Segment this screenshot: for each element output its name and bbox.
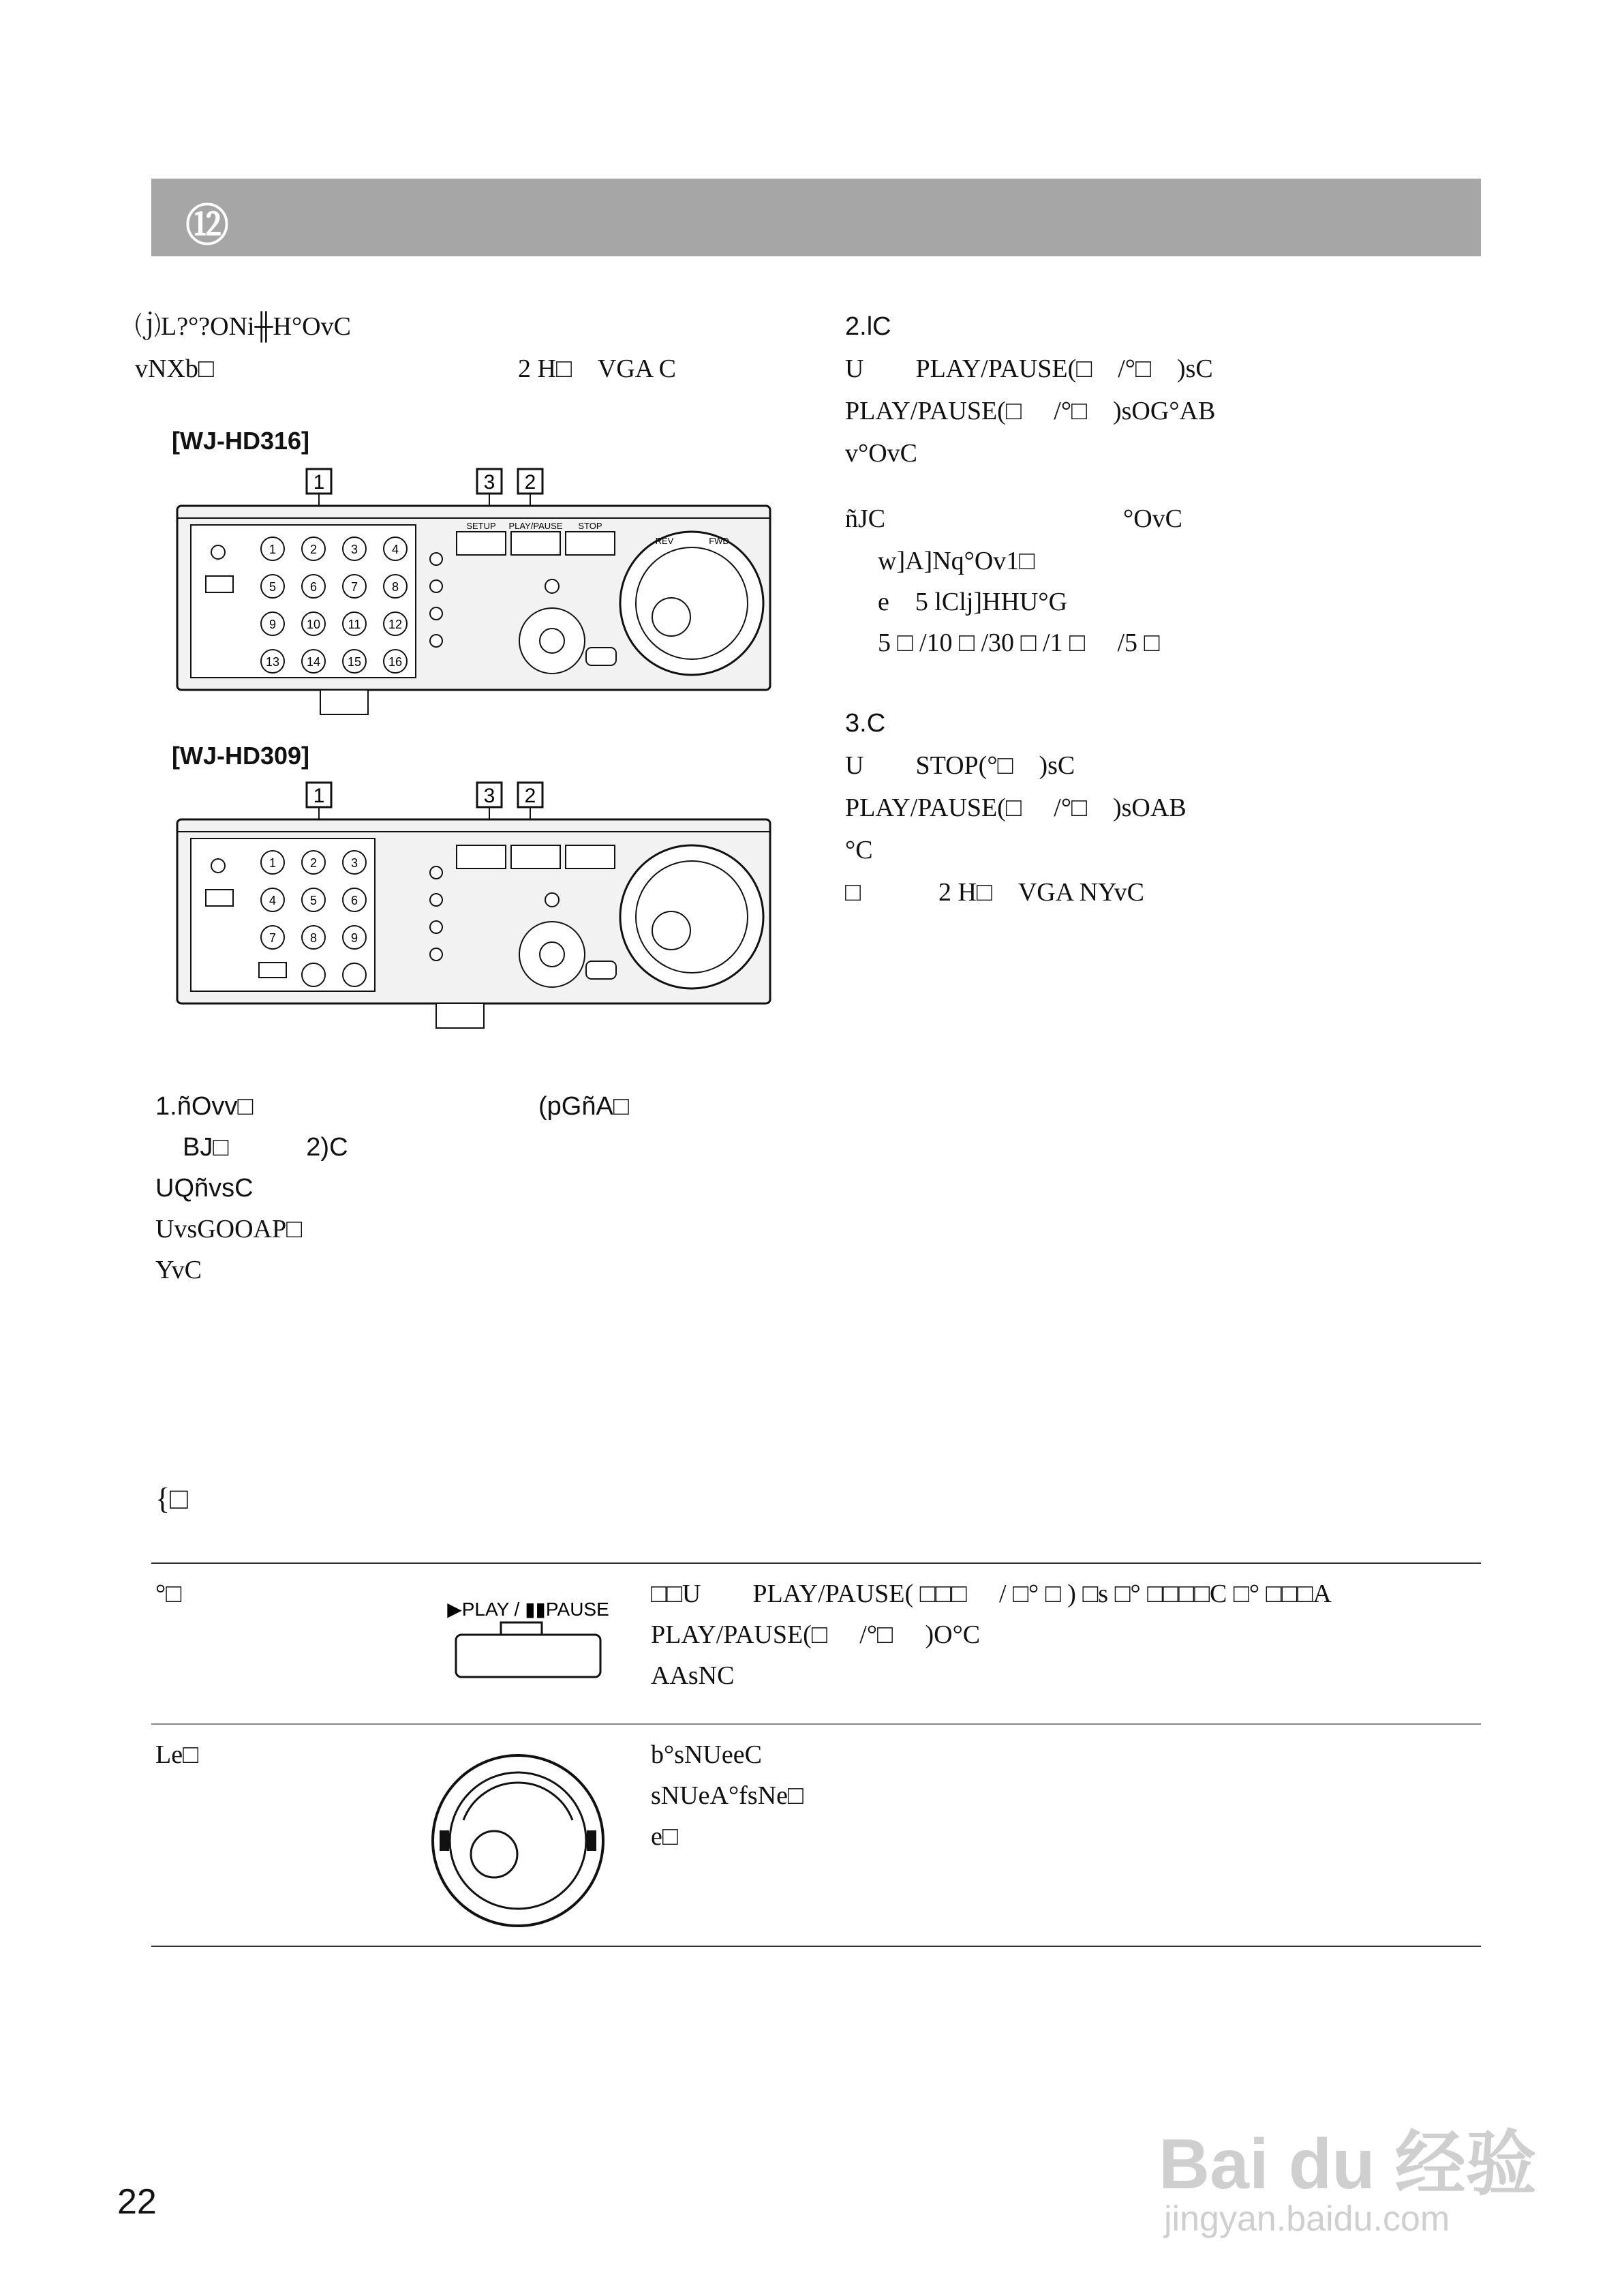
step2-note-title-right: °OvC: [1123, 504, 1182, 533]
camera-button: [261, 575, 284, 598]
indicator-led: [430, 866, 442, 879]
direction-pad-center: [540, 942, 564, 967]
camera-button: [261, 537, 284, 560]
camera-button: [384, 575, 407, 598]
jog-knob: [471, 1831, 517, 1877]
indicator-led: [430, 948, 442, 961]
svg-text:9: 9: [269, 618, 277, 631]
camera-button: [302, 537, 325, 560]
step1-heading: 1.ñOvv□: [155, 1092, 254, 1121]
svg-text:13: 13: [265, 655, 280, 669]
set-button: [586, 648, 616, 665]
section-header-bar: [151, 179, 1481, 256]
step1-line-2: BJ□ 2)C: [183, 1133, 348, 1162]
front-panel-hd309: [170, 777, 777, 1050]
intro-line-2: vNXb□: [135, 354, 214, 383]
setup-button: [457, 845, 506, 868]
svg-text:8: 8: [309, 931, 318, 945]
jog-shuttle-illustration: [423, 1745, 613, 1929]
camera-button: [261, 888, 284, 911]
direction-pad-center: [540, 629, 564, 653]
camera-button: [384, 612, 407, 635]
camera-button: [302, 612, 325, 635]
indicator-led: [430, 635, 442, 647]
step2-note-2: e 5 lClj]HHU°G: [878, 588, 1068, 616]
copy-button: [206, 890, 233, 906]
step3-line-1: U STOP(°□ )sC: [845, 751, 1075, 780]
svg-text:15: 15: [347, 655, 362, 669]
play-label: PLAY/PAUSE: [508, 521, 563, 531]
panel-foot: [320, 690, 368, 714]
camera-button: [302, 888, 325, 911]
camera-button: [302, 575, 325, 598]
step3-line-2: PLAY/PAUSE(□ /°□ )sOAB: [845, 794, 1187, 822]
row2-desc-2: sNUeA°fsNe□: [651, 1781, 804, 1810]
callout-2: 2: [524, 471, 536, 494]
svg-text:4: 4: [269, 894, 277, 907]
intro-line-2-right: 2 H□ VGA C: [518, 354, 676, 383]
fwd-label: FWD: [709, 536, 729, 546]
step2-line-1: U PLAY/PAUSE(□ /°□ )sC: [845, 354, 1213, 383]
table-bottom-rule: [151, 1946, 1481, 1947]
status-lamp: [211, 545, 225, 559]
camera-button: [261, 851, 284, 874]
jog-shuttle-dial: [620, 845, 763, 988]
step2-heading: 2.lC: [845, 312, 891, 341]
table-row-rule: [151, 1723, 1481, 1725]
svg-text:8: 8: [391, 580, 399, 594]
camera-button: [343, 851, 366, 874]
reference-heading: {□: [155, 1482, 188, 1515]
stop-button: [566, 845, 615, 868]
step3-line-3: °C: [845, 836, 873, 864]
step1-heading-right: (pGñA□: [538, 1092, 629, 1121]
camera-button: [343, 575, 366, 598]
set-button: [586, 961, 616, 979]
camera-button: [343, 650, 366, 673]
jog-knob: [652, 598, 690, 636]
jog-shuttle-dial: [620, 532, 763, 675]
indicator-led: [430, 921, 442, 933]
svg-text:2: 2: [309, 856, 318, 870]
svg-text:3: 3: [350, 856, 358, 870]
search-button: [545, 579, 559, 593]
function-button: [302, 963, 325, 986]
svg-text:1: 1: [269, 543, 277, 556]
step2-note-1: w]A]Nq°Ov1□: [878, 547, 1035, 575]
camera-button: [302, 650, 325, 673]
status-lamp: [211, 859, 225, 873]
svg-text:12: 12: [388, 618, 403, 631]
shuttle-outer-ring: [433, 1755, 603, 1926]
step2-line-3: v°OvC: [845, 439, 917, 468]
step3-heading: 3.C: [845, 709, 886, 738]
camera-button: [343, 888, 366, 911]
camera-button: [261, 650, 284, 673]
jog-knob: [652, 911, 690, 950]
svg-text:7: 7: [350, 580, 358, 594]
play-pause-button-text: ▶PLAY / ▮▮PAUSE: [447, 1599, 609, 1620]
row1-desc-2: PLAY/PAUSE(□ /°□ )O°C: [651, 1620, 981, 1649]
model-label-hd309: [WJ-HD309]: [172, 742, 310, 770]
camera-button: [343, 537, 366, 560]
svg-text:14: 14: [306, 655, 321, 669]
rev-label: REV: [655, 536, 674, 546]
row1-desc-1: □□U PLAY/PAUSE( □□□ / □° □ ) □s □° □□□□C □° □□□A: [651, 1580, 1332, 1608]
svg-text:6: 6: [309, 580, 318, 594]
svg-text:6: 6: [350, 894, 358, 907]
svg-text:7: 7: [269, 931, 277, 945]
camera-button: [261, 612, 284, 635]
step3-line-4: □ 2 H□ VGA NYvC: [845, 878, 1145, 907]
row2-desc-1: b°sNUeeC: [651, 1740, 762, 1769]
row2-desc-3: e□: [651, 1822, 678, 1851]
indicator-led: [430, 553, 442, 565]
copy-button: [206, 576, 233, 592]
step2-line-2: PLAY/PAUSE(□ /°□ )sOG°AB: [845, 397, 1216, 425]
step2-note-3: 5 □ /10 □ /30 □ /1 □ /5 □: [878, 629, 1160, 657]
watermark-logo: Bai du 经验: [1159, 2125, 1537, 2204]
callout-1: 1: [313, 471, 325, 494]
function-button: [343, 963, 366, 986]
indicator-led: [430, 580, 442, 592]
page-number: 22: [117, 2182, 157, 2222]
camera-button: [384, 537, 407, 560]
callout-3: 3: [483, 471, 495, 494]
stop-label: STOP: [578, 521, 602, 531]
shuttle-marker-left: [440, 1830, 449, 1851]
row1-name: °□: [155, 1580, 182, 1608]
button-body: [456, 1635, 600, 1677]
play-pause-button-illustration: [446, 1595, 610, 1684]
camera-button: [343, 926, 366, 949]
row2-name: Le□: [155, 1740, 199, 1769]
svg-text:3: 3: [350, 543, 358, 556]
callout-2: 2: [524, 785, 536, 807]
step1-line-4: UvsGOOAP□: [155, 1215, 303, 1243]
row1-desc-3: AAsNC: [651, 1661, 735, 1690]
sequence-button: [259, 963, 286, 978]
stop-button: [566, 532, 615, 555]
step1-line-5: YvC: [155, 1256, 202, 1284]
play-pause-button: [511, 532, 560, 555]
camera-button: [261, 926, 284, 949]
svg-text:5: 5: [309, 894, 318, 907]
model-label-hd316: [WJ-HD316]: [172, 427, 310, 455]
svg-text:2: 2: [309, 543, 318, 556]
svg-text:9: 9: [350, 931, 358, 945]
section-title: ⑫: [185, 201, 229, 250]
svg-text:16: 16: [388, 655, 403, 669]
setup-button: [457, 532, 506, 555]
table-top-rule: [151, 1562, 1481, 1564]
indicator-led: [430, 894, 442, 906]
svg-text:4: 4: [391, 543, 399, 556]
svg-text:10: 10: [306, 618, 321, 631]
shuttle-marker-right: [587, 1830, 596, 1851]
panel-foot: [436, 1003, 484, 1028]
svg-text:1: 1: [269, 856, 277, 870]
intro-line-1: ⒥L?°?ONi╫H°OvC: [135, 312, 351, 341]
setup-label: SETUP: [466, 521, 496, 531]
camera-button: [343, 612, 366, 635]
callout-1: 1: [313, 785, 325, 807]
watermark-url: jingyan.baidu.com: [1164, 2199, 1450, 2239]
indicator-led: [430, 607, 442, 620]
camera-button: [302, 851, 325, 874]
svg-text:5: 5: [269, 580, 277, 594]
step1-line-3: UQñvsC: [155, 1174, 254, 1203]
camera-button: [302, 926, 325, 949]
front-panel-hd316: [170, 464, 777, 736]
camera-button: [384, 650, 407, 673]
callout-3: 3: [483, 785, 495, 807]
camera-buttons-309: [261, 851, 366, 949]
search-button: [545, 893, 559, 907]
play-pause-button: [511, 845, 560, 868]
svg-text:11: 11: [348, 618, 361, 631]
step2-note-title: ñJC: [845, 504, 886, 533]
